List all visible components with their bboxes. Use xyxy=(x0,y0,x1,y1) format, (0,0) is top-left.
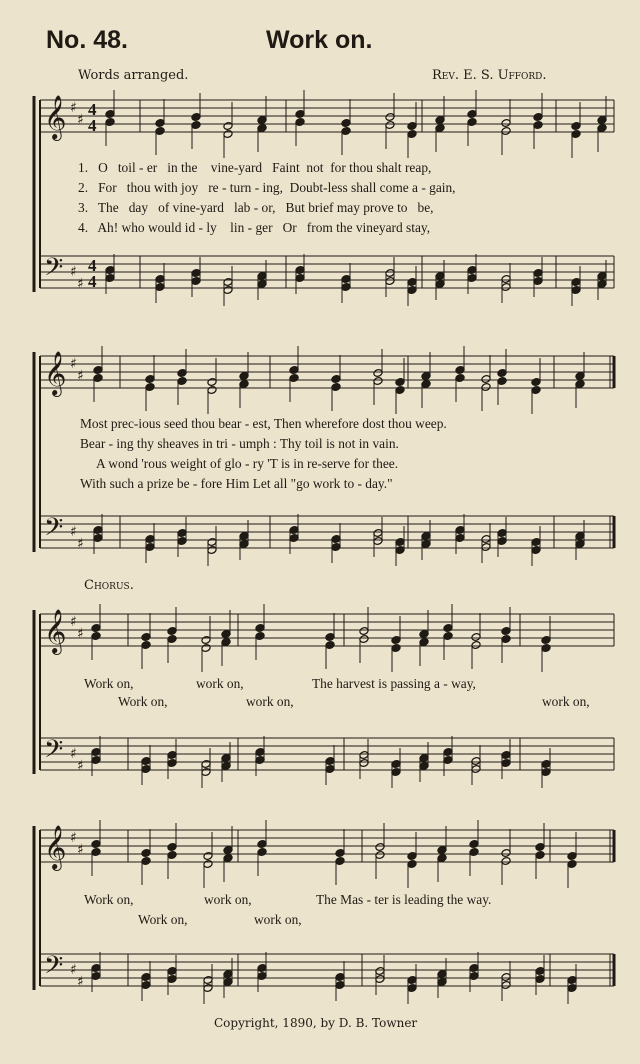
sharp-icon: ♯ xyxy=(77,842,84,858)
treble-clef-icon: 𝄞 xyxy=(44,95,67,139)
time-signature: 4 xyxy=(88,272,97,291)
bass-staff xyxy=(40,516,614,548)
treble-staff xyxy=(40,356,614,388)
treble-staff xyxy=(40,830,614,862)
treble-staff xyxy=(40,100,614,132)
sharp-icon: ♯ xyxy=(77,112,84,128)
chorus-soprano-1c: The harvest is passing a - way, xyxy=(312,676,476,691)
sharp-icon: ♯ xyxy=(77,758,84,774)
treble-clef-icon: 𝄞 xyxy=(44,351,67,395)
bass-clef-icon: 𝄢 xyxy=(44,253,64,288)
bass-clef-icon: 𝄢 xyxy=(44,735,64,770)
verse-3-line-2: A wond 'rous weight of glo - ry 'T is in re-serve for thee. xyxy=(96,456,399,471)
composer-credit: Rev. E. S. Ufford. xyxy=(432,68,547,83)
sharp-icon: ♯ xyxy=(70,264,77,280)
sharp-icon: ♯ xyxy=(77,974,84,990)
bass-clef-icon: 𝄢 xyxy=(44,951,64,986)
verse-2-line-2: Bear - ing thy sheaves in tri - umph : Thy toil is not in vain. xyxy=(80,436,399,451)
bass-staff xyxy=(40,954,614,986)
time-signature: 4 xyxy=(88,256,97,275)
chorus-bass-2b: work on, xyxy=(254,912,302,927)
chorus-bass-1b: work on, xyxy=(246,694,294,709)
sharp-icon: ♯ xyxy=(70,830,77,846)
chorus-soprano-1b: work on, xyxy=(196,676,244,691)
chorus-bass-2a: Work on, xyxy=(138,912,188,927)
hymn-number: No. 48. xyxy=(46,26,128,54)
hymn-title: Work on. xyxy=(266,26,373,54)
sharp-icon: ♯ xyxy=(70,746,77,762)
chorus-soprano-1a: Work on, xyxy=(84,676,134,691)
verse-4-line-1: 4. Ah! who would id - ly lin - ger Or from the vineyard stay, xyxy=(78,220,431,235)
sharp-icon: ♯ xyxy=(77,276,84,292)
sharp-icon: ♯ xyxy=(77,536,84,552)
sharp-icon: ♯ xyxy=(70,100,77,116)
chorus-bass-1a: Work on, xyxy=(118,694,168,709)
bass-staff xyxy=(40,738,614,770)
sharp-icon: ♯ xyxy=(77,368,84,384)
treble-clef-icon: 𝄞 xyxy=(44,825,67,869)
sharp-icon: ♯ xyxy=(70,524,77,540)
time-signature: 4 xyxy=(88,100,97,119)
verse-3-line-1: 3. The day of vine-yard lab - or, But brief may prove to be, xyxy=(78,200,434,215)
bass-clef-icon: 𝄢 xyxy=(44,513,64,548)
verse-num: 1. xyxy=(78,160,89,175)
copyright-notice: Copyright, 1890, by D. B. Towner xyxy=(214,1016,418,1030)
sharp-icon: ♯ xyxy=(70,614,77,630)
words-credit: Words arranged. xyxy=(78,68,189,83)
verse-1-line-1: 1. O toil - er in the vine-yard Faint not for thou shalt reap, xyxy=(78,160,432,175)
chorus-label: Chorus. xyxy=(84,578,134,593)
sharp-icon: ♯ xyxy=(70,962,77,978)
sharp-icon: ♯ xyxy=(70,356,77,372)
treble-clef-icon: 𝄞 xyxy=(44,609,67,653)
verse-4-line-2: With such a prize be - fore Him Let all "go work to - day." xyxy=(80,476,393,491)
bass-staff xyxy=(40,256,614,288)
chorus-soprano-2b: work on, xyxy=(204,892,252,907)
chorus-soprano-2c: The Mas - ter is leading the way. xyxy=(316,892,492,907)
sharp-icon: ♯ xyxy=(77,626,84,642)
verse-2-line-1: 2. For thou with joy re - turn - ing, Doubt-less shall come a - gain, xyxy=(78,180,456,195)
treble-staff xyxy=(40,614,614,646)
time-signature: 4 xyxy=(88,116,97,135)
chorus-soprano-2a: Work on, xyxy=(84,892,134,907)
verse-1-line-2: Most prec-ious seed thou bear - est, Then wherefore dost thou weep. xyxy=(80,416,447,431)
chorus-bass-1c: work on, xyxy=(542,694,590,709)
